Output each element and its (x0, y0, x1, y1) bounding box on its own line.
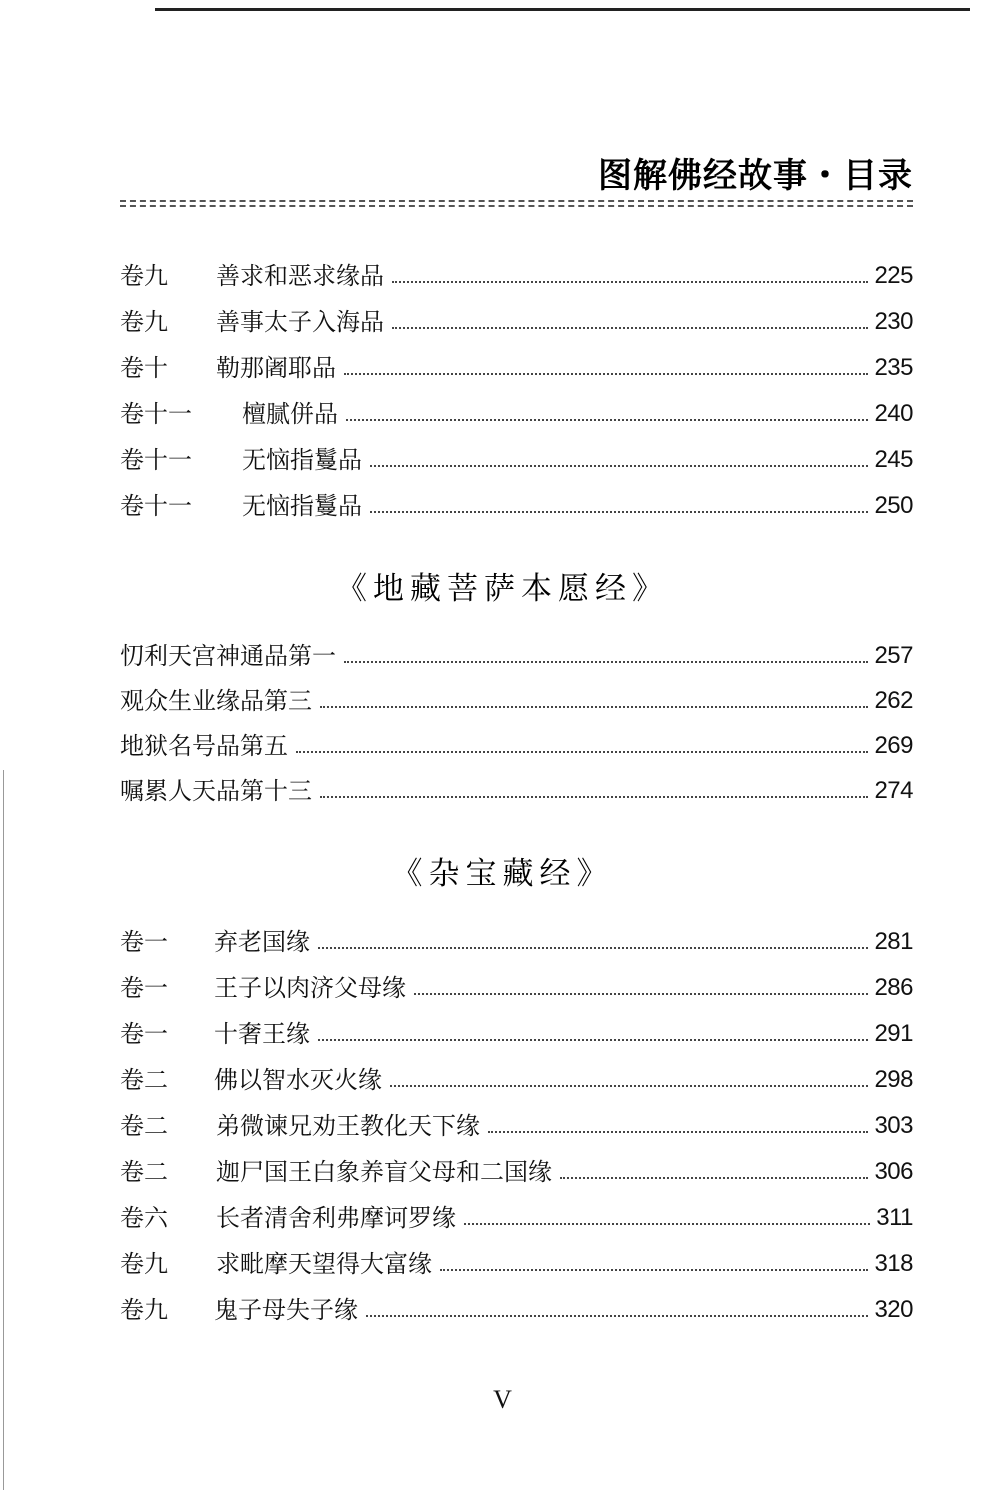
leader-dots (390, 1084, 868, 1087)
volume-label: 卷六 (120, 1204, 168, 1232)
leader-dots (414, 992, 868, 995)
entry-title: 鬼子母失子缘 (214, 1296, 358, 1324)
leader-dots (560, 1176, 868, 1179)
volume-label: 卷九 (120, 1250, 168, 1278)
volume-label: 卷十一 (120, 446, 192, 474)
page-number: 230 (874, 308, 913, 335)
toc-entry[interactable] (120, 972, 913, 1004)
entry-title: 迦尸国王白象养盲父母和二国缘 (216, 1158, 552, 1186)
entry-title: 无恼指鬘品 (242, 492, 362, 520)
leader-dots (320, 705, 868, 708)
entry-title: 弟微谏兄劝王教化天下缘 (216, 1112, 480, 1140)
toc-entry[interactable] (120, 1110, 913, 1142)
leader-dots (392, 326, 868, 329)
toc-entry[interactable] (120, 260, 913, 292)
page-number: 250 (874, 492, 913, 519)
toc-entry[interactable] (120, 1064, 913, 1096)
page-number: 274 (874, 777, 913, 804)
entry-title: 弃老国缘 (214, 928, 310, 956)
page-number: 245 (874, 446, 913, 473)
leader-dots (346, 418, 868, 421)
entry-title: 佛以智水灭火缘 (214, 1066, 382, 1094)
leader-dots (440, 1268, 868, 1271)
entry-title: 无恼指鬘品 (242, 446, 362, 474)
page-number: 281 (874, 928, 913, 955)
toc-entry[interactable] (120, 444, 913, 476)
page-number: 298 (874, 1066, 913, 1093)
page-number: 320 (874, 1296, 913, 1323)
entry-title: 忉利天宫神通品第一 (120, 642, 336, 670)
leader-dots (318, 1038, 868, 1041)
entry-title: 长者清舍利弗摩诃罗缘 (216, 1204, 456, 1232)
leader-dots (464, 1222, 870, 1225)
entry-title: 勒那阇耶品 (216, 354, 336, 382)
toc-entry[interactable] (120, 926, 913, 958)
page-number: 257 (874, 642, 913, 669)
entry-title: 王子以肉济父母缘 (214, 974, 406, 1002)
entry-title: 十奢王缘 (214, 1020, 310, 1048)
entry-title: 求毗摩天望得大富缘 (216, 1250, 432, 1278)
volume-label: 卷二 (120, 1066, 168, 1094)
page-number: 269 (874, 732, 913, 759)
volume-label: 卷一 (120, 928, 168, 956)
page-number: 262 (874, 687, 913, 714)
entry-title: 善事太子入海品 (216, 308, 384, 336)
entry-title: 善求和恶求缘品 (216, 262, 384, 290)
entry-title: 观众生业缘品第三 (120, 687, 312, 715)
volume-label: 卷十一 (120, 492, 192, 520)
toc-entry[interactable] (120, 1018, 913, 1050)
toc-entry[interactable] (120, 730, 913, 762)
page-number: 311 (876, 1204, 913, 1231)
volume-label: 卷十一 (120, 400, 192, 428)
toc-entry[interactable] (120, 1248, 913, 1280)
leader-dots (366, 1314, 868, 1317)
section-heading: 《杂宝藏经》 (391, 856, 614, 892)
header-rule (120, 200, 913, 202)
toc-entry[interactable] (120, 1156, 913, 1188)
entry-title: 嘱累人天品第十三 (120, 777, 312, 805)
toc-entry[interactable] (120, 306, 913, 338)
page-number: 291 (874, 1020, 913, 1047)
volume-label: 卷一 (120, 974, 168, 1002)
toc-entry[interactable] (120, 640, 913, 672)
toc-entry[interactable] (120, 685, 913, 717)
section-heading: 《地藏菩萨本愿经》 (336, 571, 669, 607)
leader-dots (370, 510, 868, 513)
toc-entry[interactable] (120, 775, 913, 807)
toc-entry[interactable] (120, 1294, 913, 1326)
leader-dots (344, 660, 868, 663)
page-number: 240 (874, 400, 913, 427)
leader-dots (392, 280, 868, 283)
page-number: 306 (874, 1158, 913, 1185)
toc-entry[interactable] (120, 398, 913, 430)
leader-dots (296, 750, 868, 753)
toc-entry[interactable] (120, 490, 913, 522)
entry-title: 地狱名号品第五 (120, 732, 288, 760)
top-rule (155, 8, 970, 11)
header-rule (120, 205, 913, 207)
volume-label: 卷九 (120, 262, 168, 290)
page-number: 286 (874, 974, 913, 1001)
volume-label: 卷二 (120, 1158, 168, 1186)
volume-label: 卷九 (120, 308, 168, 336)
leader-dots (370, 464, 868, 467)
toc-entry[interactable] (120, 1202, 913, 1234)
leader-dots (320, 795, 868, 798)
volume-label: 卷九 (120, 1296, 168, 1324)
page-number: 318 (874, 1250, 913, 1277)
leader-dots (318, 946, 868, 949)
leader-dots (344, 372, 868, 375)
page-number: 235 (874, 354, 913, 381)
entry-title: 檀腻併品 (242, 400, 338, 428)
page-number: 303 (874, 1112, 913, 1139)
running-header-title: 图解佛经故事・目录 (598, 156, 913, 196)
leader-dots (488, 1130, 868, 1133)
volume-label: 卷一 (120, 1020, 168, 1048)
page-folio: V (493, 1385, 512, 1414)
toc-entry[interactable] (120, 352, 913, 384)
page-number: 225 (874, 262, 913, 289)
volume-label: 卷二 (120, 1112, 168, 1140)
volume-label: 卷十 (120, 354, 168, 382)
